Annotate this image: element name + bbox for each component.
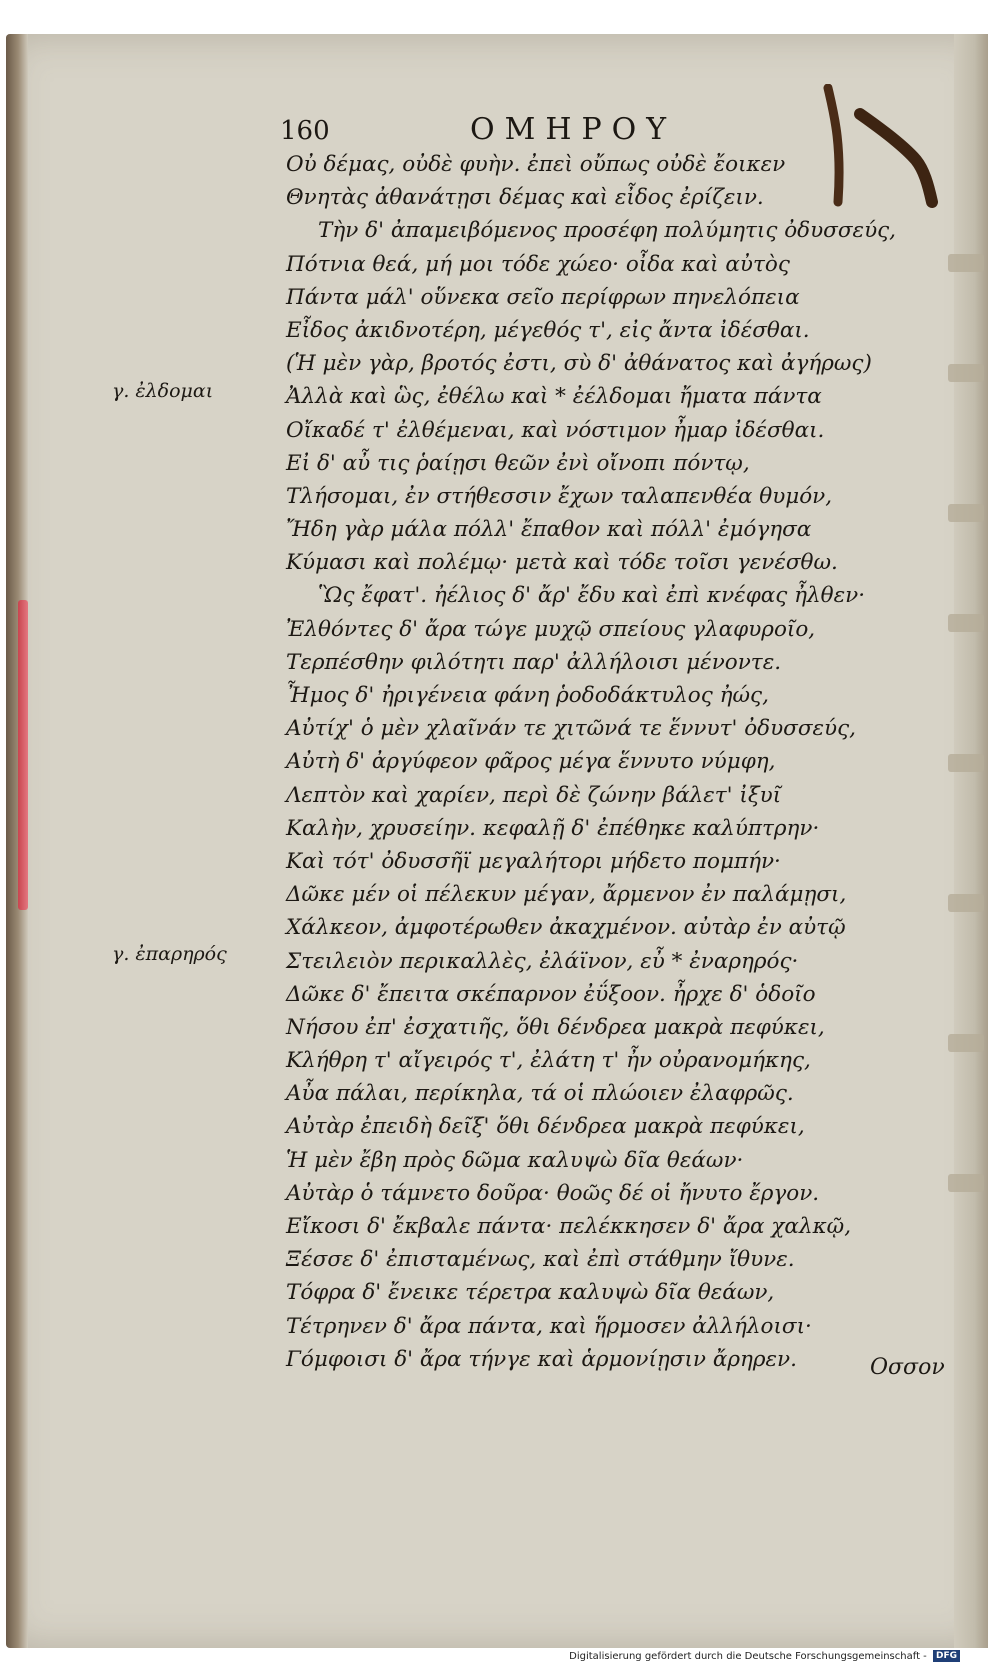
verse-line: (Ἡ μὲν γὰρ, βροτός ἐστι, σὺ δ' ἀθάνατος καὶ ἀγήρως)	[286, 351, 872, 377]
bleed-through-mark	[948, 614, 984, 632]
verse-block	[286, 148, 936, 1376]
verse-line: Ὣς ἔφατ'. ἠέλιος δ' ἄρ' ἔδυ καὶ ἐπὶ κνέφας ἦλθεν·	[318, 583, 866, 609]
verse-line: Κλήθρη τ' αἴγειρός τ', ἐλάτη τ' ἦν οὐρανομήκης,	[286, 1048, 811, 1074]
verse-line: Ξέσσε δ' ἐπισταμένως, καὶ ἐπὶ στάθμην ἴθυνε.	[286, 1247, 795, 1273]
verse-line: Καλὴν, χρυσείην. κεφαλῇ δ' ἐπέθηκε καλύπτρην·	[286, 815, 820, 841]
marginal-note: γ. ἐπαρηρός	[112, 943, 227, 965]
bleed-through-mark	[948, 364, 984, 382]
page-header	[280, 112, 720, 152]
verse-line: Τόφρα δ' ἔνεικε τέρετρα καλυψὼ δῖα θεάων,	[286, 1280, 775, 1306]
bleed-through-mark	[948, 1174, 984, 1192]
bleed-through-mark	[948, 1034, 984, 1052]
verse-line: Ἀλλὰ καὶ ὣς, ἐθέλω καὶ * ἐέλδομαι ἤματα πάντα	[286, 384, 822, 410]
page-edge	[954, 34, 988, 1648]
bleed-through-mark	[948, 754, 984, 772]
verse-line: Στειλειὸν περικαλλὲς, ἐλάϊνον, εὖ * ἐναρηρός·	[286, 948, 799, 974]
verse-line: Αὐτὴ δ' ἀργύφεον φᾶρος μέγα ἕννυτο νύμφη,	[286, 749, 776, 775]
verse-line: Δῶκε μέν οἱ πέλεκυν μέγαν, ἄρμενον ἐν παλάμῃσι,	[286, 882, 847, 908]
verse-line: Οἴκαδέ τ' ἐλθέμεναι, καὶ νόστιμον ἦμαρ ἰδέσθαι.	[286, 417, 825, 443]
bleed-through-mark	[948, 504, 984, 522]
page-number: 160	[280, 116, 330, 146]
dfg-logo: DFG	[933, 1650, 960, 1662]
verse-line: Ἡ μὲν ἔβη πρὸς δῶμα καλυψὼ δῖα θεάων·	[286, 1147, 744, 1173]
verse-line: Πότνια θεά, μή μοι τόδε χώεο· οἶδα καὶ αὐτὸς	[286, 251, 790, 277]
verse-line: Ἤδη γὰρ μάλα πόλλ' ἔπαθον καὶ πόλλ' ἐμόγησα	[286, 517, 812, 543]
digitization-credit	[569, 1650, 960, 1662]
bleed-through-mark	[948, 894, 984, 912]
bleed-through-mark	[948, 254, 984, 272]
verse-line: Καὶ τότ' ὀδυσσῆϊ μεγαλήτορι μήδετο πομπήν·	[286, 848, 781, 874]
verse-line: Χάλκεον, ἀμφοτέρωθεν ἀκαχμένον. αὐτὰρ ἐν αὐτῷ	[286, 915, 846, 941]
running-head: ΟΜΗΡΟΥ	[470, 112, 677, 147]
verse-line: Λεπτὸν καὶ χαρίεν, περὶ δὲ ζώνην βάλετ' ἰξυῖ	[286, 782, 782, 808]
verse-line: Εἶδος ἀκιδνοτέρη, μέγεθός τ', εἰς ἄντα ἰδέσθαι.	[286, 317, 810, 343]
verse-line: Νήσου ἐπ' ἐσχατιῆς, ὅθι δένδρεα μακρὰ πεφύκει,	[286, 1014, 825, 1040]
verse-line: Αὐτὰρ ὁ τάμνετο δοῦρα· θοῶς δέ οἱ ἤνυτο ἔργον.	[286, 1180, 820, 1206]
verse-line: Εἰ δ' αὖ τις ῥαίῃσι θεῶν ἐνὶ οἴνοπι πόντῳ,	[286, 450, 750, 476]
verse-line: Τέτρηνεν δ' ἄρα πάντα, καὶ ἥρμοσεν ἀλλήλοισι·	[286, 1313, 812, 1339]
verse-line: Τερπέσθην φιλότητι παρ' ἀλλήλοισι μένοντε.	[286, 649, 782, 675]
verse-line: Οὐ δέμας, οὐδὲ φυὴν. ἐπεὶ οὔπως οὐδὲ ἔοικεν	[286, 152, 786, 177]
verse-line: Εἴκοσι δ' ἔκβαλε πάντα· πελέκκησεν δ' ἄρα χαλκῷ,	[286, 1214, 852, 1239]
verse-line: Ἦμος δ' ἠριγένεια φάνη ῥοδοδάκτυλος ἠώς,	[286, 683, 769, 708]
verse-line: Τλήσομαι, ἐν στήθεσσιν ἔχων ταλαπενθέα θυμόν,	[286, 483, 833, 509]
verse-line: Θνητὰς ἀθανάτῃσι δέμας καὶ εἶδος ἐρίζειν.	[286, 185, 764, 211]
verse-line: Αὐτίχ' ὁ μὲν χλαῖνάν τε χιτῶνά τε ἕννυτ' ὀδυσσεύς,	[286, 716, 857, 742]
verse-line: Δῶκε δ' ἔπειτα σκέπαρνον ἐΰξοον. ἦρχε δ' ὁδοῖο	[286, 981, 816, 1007]
catchword: Οσσον	[870, 1355, 945, 1380]
marginal-note: γ. ἐλδομαι	[112, 380, 214, 402]
verse-line: Τὴν δ' ἀπαμειβόμενος προσέφη πολύμητις ὀδυσσεύς,	[318, 218, 897, 244]
verse-line: Πάντα μάλ' οὕνεκα σεῖο περίφρων πηνελόπεια	[286, 284, 800, 310]
verse-line: Αὐτὰρ ἐπειδὴ δεῖξ' ὅθι δένδρεα μακρὰ πεφύκει,	[286, 1114, 805, 1140]
verse-line: Κύμασι καὶ πολέμῳ· μετὰ καὶ τόδε τοῖσι γενέσθω.	[286, 550, 838, 576]
red-page-edge	[18, 600, 28, 910]
verse-line: Γόμφοισι δ' ἄρα τήνγε καὶ ἁρμονίῃσιν ἄρηρεν.	[286, 1346, 797, 1372]
credit-text: Digitalisierung gefördert durch die Deutsche Forschungsgemeinschaft -	[569, 1651, 927, 1662]
verse-line: Αὖα πάλαι, περίκηλα, τά οἱ πλώοιεν ἐλαφρῶς.	[286, 1081, 794, 1107]
verse-line: Ἐλθόντες δ' ἄρα τώγε μυχῷ σπείους γλαφυροῖο,	[286, 616, 816, 642]
